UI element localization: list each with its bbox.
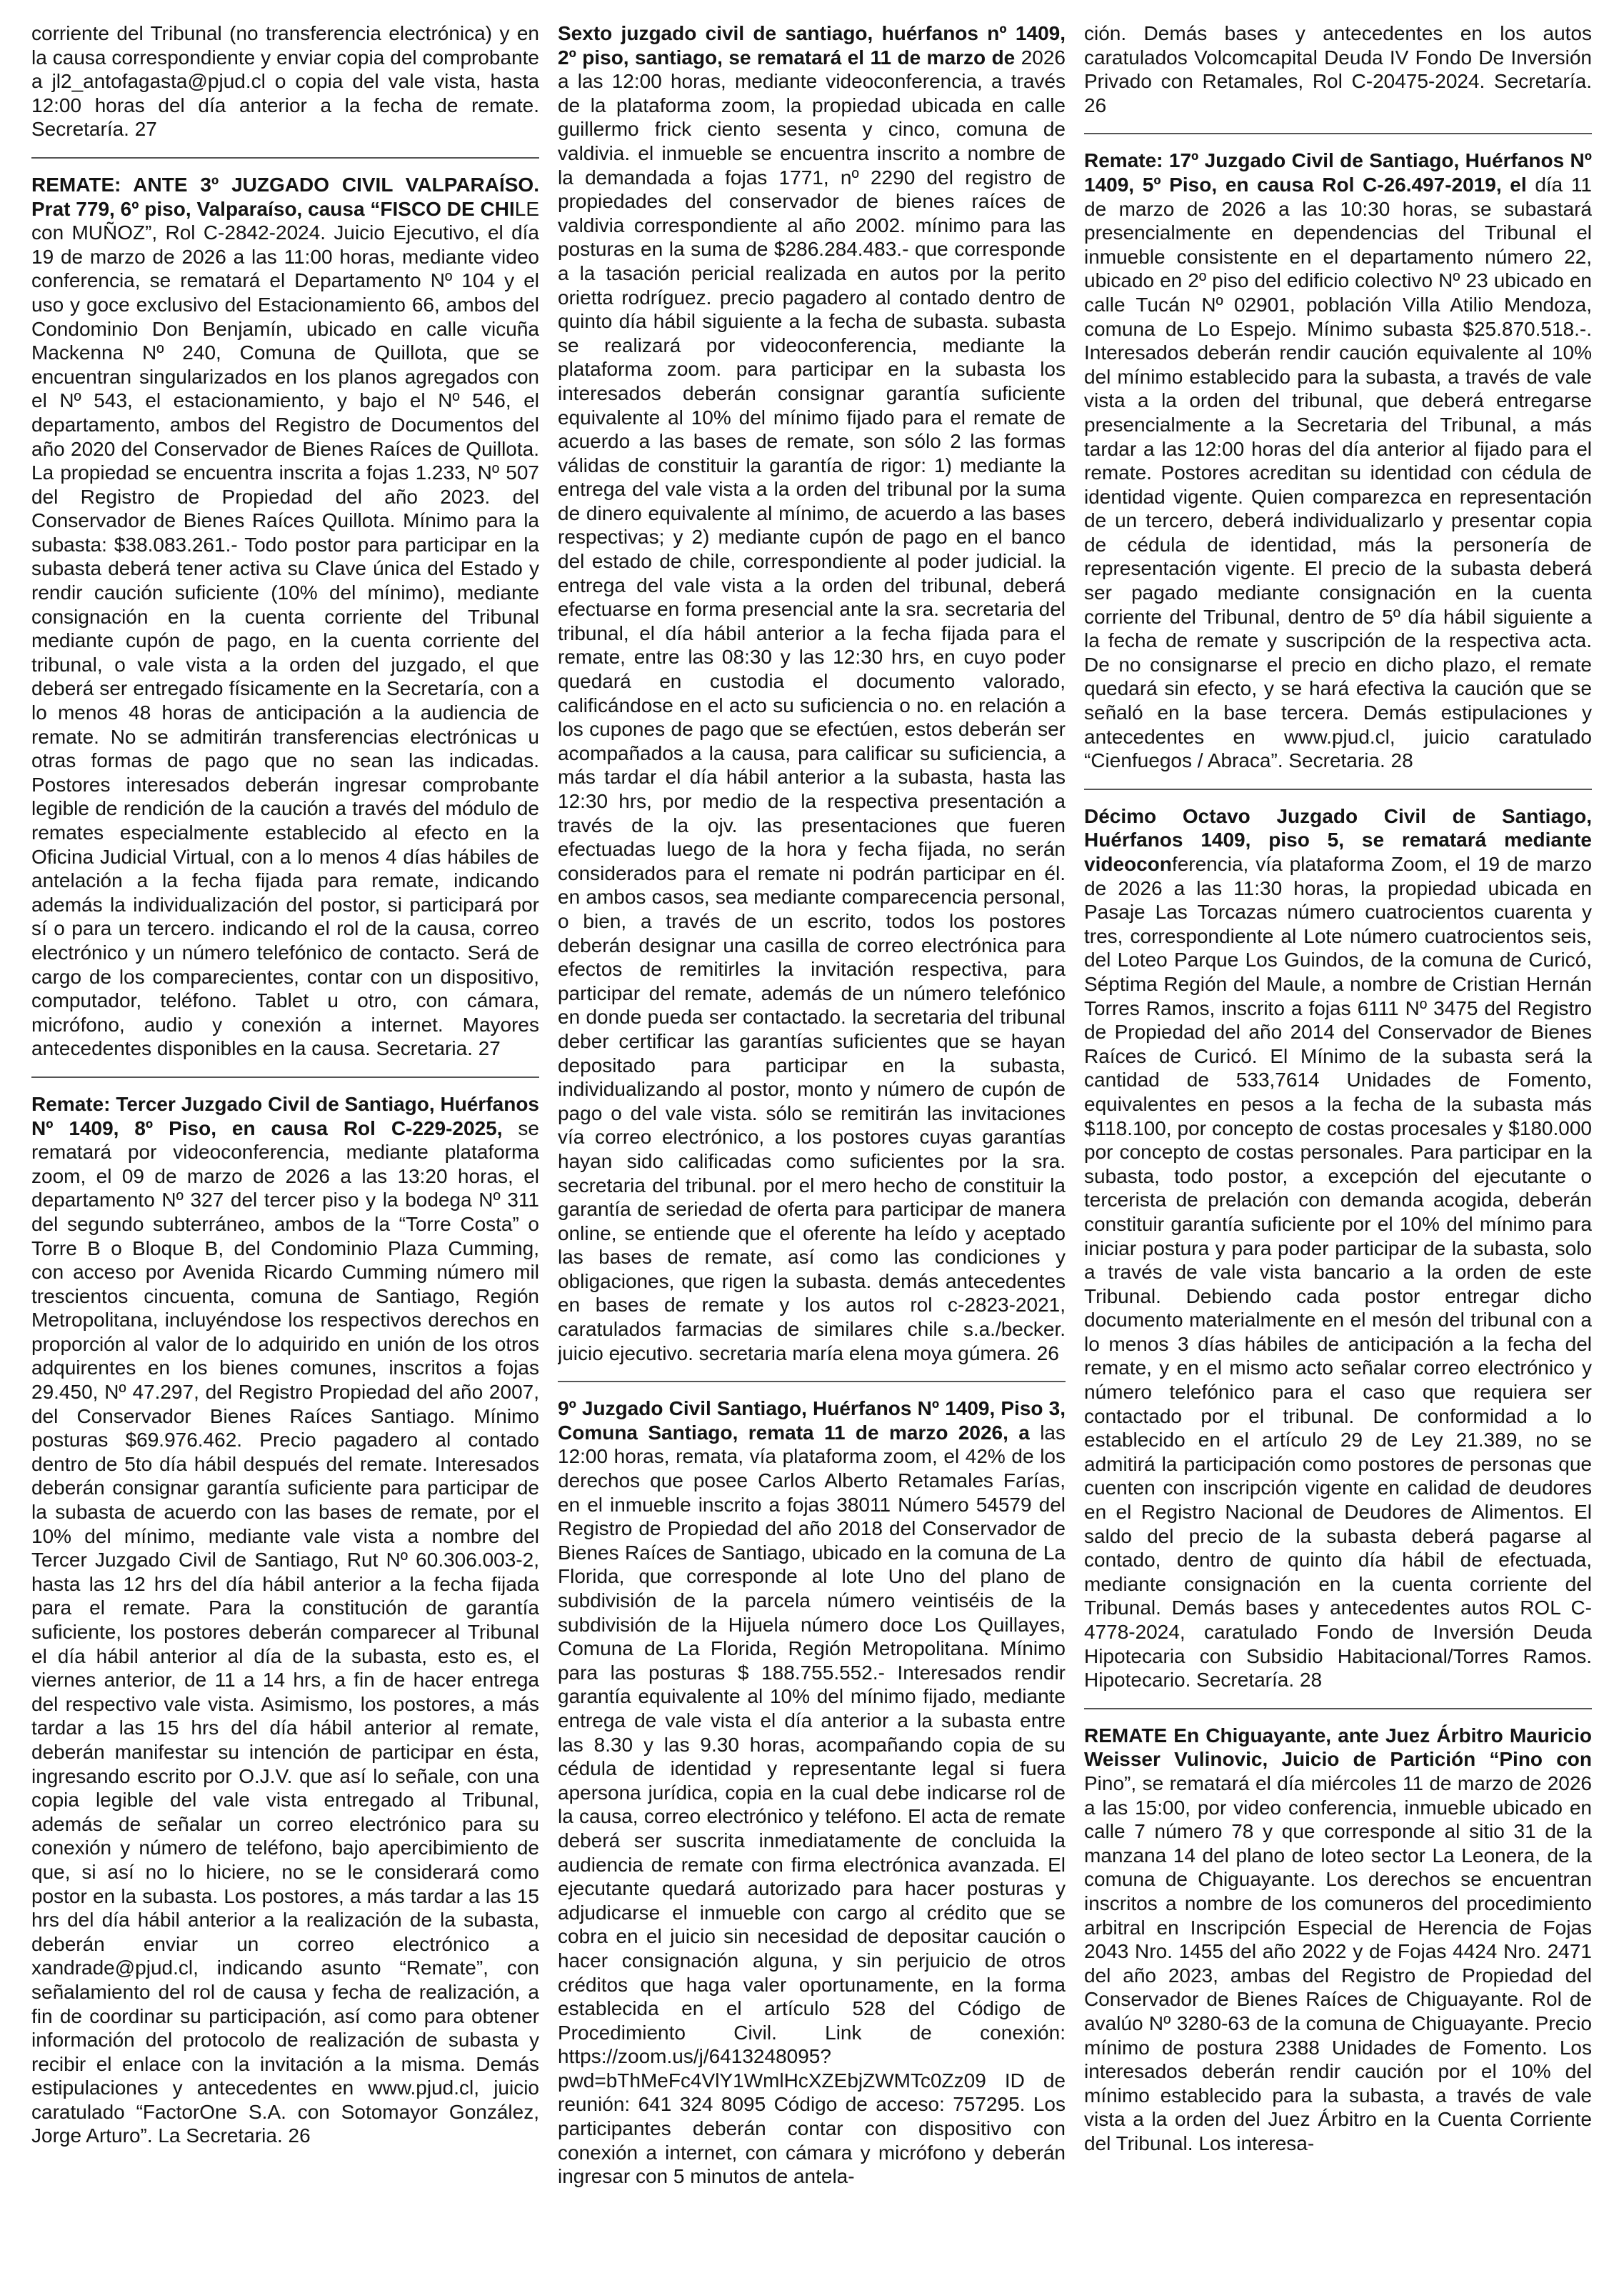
legal-notice (31, 21, 539, 141)
notice-heading: Remate: 17º Juzgado Civil de Santiago, Huérfanos Nº 1409, 5º Piso, en causa Rol C-26.497-2019, el (1084, 149, 1592, 196)
notice-divider (31, 1076, 539, 1078)
notice-body: las 12:00 horas, remata, vía plataforma zoom, el 42% de los derechos que posee Carlos Alberto Retamales Farías, en el inmueble inscrito a fojas 38011 Número 54579 del Registro de Propiedad del año 2018 del Conservador de Bienes Raíces de Santiago, ubicado en la comuna de La Florida, que corresponde al lote Uno del plano de subdivisión de la parcela número veintiséis de la subdivisión de la Hijuela número doce Los Quillayes, Comuna de La Florida, Región Metropolitana. Mínimo para las posturas $ 188.755.552.- Interesados rendir garantía equivalente al 10% del mínimo fijado, mediante entrega de vale vista el día anterior a la subasta entre las 8.30 y las 9.30 horas, acompañando copia de su cédula de identidad y representante legal si fuera apersona jurídica, copia en la cual debe indicarse rol de la causa, correo electrónico y teléfono. El acta de remate deberá ser suscrita inmediatamente de concluida la audiencia de remate con firma electrónica avanzada. El ejecutante quedará autorizado para hacer posturas y adjudicarse el inmueble con cargo al crédito que se cobra en el juicio sin necesidad de depositar caución o hacer consignación alguna, y sin perjuicio de otros créditos que haga valer oportunamente, en la forma establecida en el artículo 528 del Código de Procedimiento Civil. Link de conexión: https://zoom.us/j/6413248095?pwd=bThMeFc4VlY1WmlHcXZEbjZWMTc0Zz09 ID de reunión: 641 324 8095 Código de acceso: 757295. Los participantes deberán contar con dispositivo con conexión a internet, con cámara y micrófono y deberán ingresar con 5 minutos de antela- (558, 1421, 1066, 2188)
notice-divider (1084, 789, 1592, 790)
notice-divider (558, 1381, 1066, 1382)
notice-body: 2026 a las 12:00 horas, mediante videoconferencia, a través de la plataforma zoom, la propiedad ubicada en calle guillermo frick ciento sesenta y cinco, comuna de valdivia. el inmueble se encuentra inscrito a nombre de la demandada a fojas 1771, nº 2290 del registro de propiedades del conservador de bienes raíces de valdivia correspondiente al año 2002. mínimo para las posturas en la suma de $286.284.483.- que corresponde a la tasación pericial realizada en autos por la perito orietta rodríguez. precio pagadero al contado dentro de quinto día hábil siguiente a la fecha de subasta. subasta se realizará por videoconferencia, mediante la plataforma zoom. para participar en la subasta los interesados deberán consignar garantía suficiente equivalente al 10% del mínimo fijado para el remate de acuerdo a las bases de remate, son sólo 2 las formas válidas de constituir la garantía de rigor: 1) mediante la entrega del vale vista a la orden del tribunal por la suma de dinero equivalente al mínimo, de acuerdo a las bases respectivas; y 2) mediante cupón de pago en el banco del estado de chile, correspondiente al poder judicial. la entrega del vale vista a la orden del tribunal, deberá efectuarse en forma presencial ante la sra. secretaria del tribunal, el día hábil anterior a la fecha fijada para el remate, entre las 08:30 y las 12:30 hrs, en cuyo poder quedará en custodia el documento valorado, calificándose en el acto su suficiencia o no. en relación a los cupones de pago que se efectúen, estos deberán ser acompañados a la causa, para calificar su suficiencia, a más tardar el día hábil anterior a la subasta, hasta las 12:30 hrs, por medio de la respectiva presentación a través de la ojv. las presentaciones que fueren efectuadas luego de la hora y fecha fijada, no serán considerados para el remate ni podrán participar en él. en ambos casos, sea mediante comparecencia personal, o bien, a través de un escrito, todos los postores deberán designar una casilla de correo electrónica para efectos de remitirles la invitación respectiva, para participar del remate, además de un número telefónico en donde pueda ser contactado. la secretaria del tribunal deber certificar las garantías suficientes que se hayan depositado para participar en la subasta, individualizando al postor, monto y número de cupón de pago o del vale vista. sólo se remitirán las invitaciones vía correo electrónico, a los postores cuyas garantías hayan sido calificadas como suficientes por la sra. secretaria del tribunal. por el mero hecho de constituir la garantía de seriedad de oferta para participar de manera online, se entiende que el oferente ha leído y aceptado las bases de remate, así como las condiciones y obligaciones, que rigen la subasta. demás antecedentes en bases de remate y los autos rol c-2823-2021, caratulados farmacias de similares chile s.a./becker. juicio ejecutivo. secretaria maría elena moya gúmera. 26 (558, 46, 1066, 1364)
legal-notice (558, 1397, 1066, 2189)
notice-heading: REMATE En Chiguayante, ante Juez Árbitro Mauricio Weisser Vulinovic, Juicio de Partición “Pino con (1084, 1724, 1592, 1771)
column-2 (558, 21, 1066, 2278)
legal-notice (31, 173, 539, 1061)
notice-heading: REMATE: ANTE 3º JUZGADO CIVIL VALPARAÍSO. Prat 779, 6º piso, Valparaíso, causa “FISCO DE CHI (31, 173, 539, 220)
notice-body: día 11 de marzo de 2026 a las 10:30 horas, se subastará presencialmente en dependencias del Tribunal el inmueble consistente en el departamento número 22, ubicado en 2º piso del edificio colectivo Nº 23 ubicado en calle Tucán Nº 02901, población Villa Atilio Mendoza, comuna de Lo Espejo. Mínimo subasta $25.870.518.-. Interesados deberán rendir caución equivalente al 10% del mínimo establecido para la subasta, a través de vale vista a la orden del tribunal, que deberá entregarse presencialmente a la Secretaria del Tribunal, a más tardar a las 12:00 horas del día anterior al fijado para el remate. Postores acreditan su identidad con cédula de identidad vigente. Quien comparezca en representación de un tercero, deberá individualizarlo y presentar copia de cédula de identidad, más la personería de representación vigente. El precio de la subasta deberá ser pagado mediante consignación en la cuenta corriente del Tribunal, dentro de 5º día hábil siguiente a la fecha de remate y suscripción de la respectiva acta. De no consignarse el precio en dicho plazo, el remate quedará sin efecto, y se hará efectiva la caución que se señaló en la base tercera. Demás estipulaciones y antecedentes en www.pjud.cl, juicio caratulado “Cienfuegos / Abraca”. Secretaria. 28 (1084, 173, 1592, 772)
notice-divider (1084, 133, 1592, 134)
column-3 (1084, 21, 1592, 2278)
notice-heading: Sexto juzgado civil de santiago, huérfanos nº 1409, 2º piso, santiago, se rematará el 11 de marzo de (558, 22, 1066, 69)
column-1 (31, 21, 539, 2278)
notice-divider (1084, 1708, 1592, 1709)
notice-body: ción. Demás bases y antecedentes en los autos caratulados Volcomcapital Deuda IV Fondo De Inversión Privado con Retamales, Rol C-20475-2024. Secretaría. 26 (1084, 22, 1592, 116)
legal-notice (1084, 1724, 1592, 2156)
notice-body: Pino”, se rematará el día miércoles 11 de marzo de 2026 a las 15:00, por video conferencia, inmueble ubicado en calle 7 número 78 y que corresponde al sitio 31 de la manzana 14 del plano de loteo sector La Leonera, de la comuna de Chiguayante. Los derechos se encuentran inscritos a nombre de los comuneros del procedimiento arbitral en Inscripción Especial de Herencia de Fojas 2043 Nro. 1455 del año 2022 y de Fojas 4424 Nro. 2471 del año 2023, ambas del Registro de Propiedad del Conservador de Bienes Raíces de Chiguayante. Rol de avalúo Nº 3280-63 de la comuna de Chiguayante. Precio mínimo de postura 2388 Unidades de Fomento. Los interesados deberán rendir caución por el 10% del mínimo establecido para la subasta, a través de vale vista a la orden del Juez Árbitro en la Cuenta Corriente del Tribunal. Los interesa- (1084, 1772, 1592, 2154)
legal-notice (1084, 21, 1592, 117)
notice-body: corriente del Tribunal (no transferencia electrónica) y en la causa correspondiente y enviar copia del comprobante a jl2_antofagasta@pjud.cl o copia del vale vista, hasta 12:00 horas del día anterior a la fecha de remate. Secretaría. 27 (31, 22, 539, 141)
legal-notice (31, 1092, 539, 2148)
notice-heading: Remate: Tercer Juzgado Civil de Santiago, Huérfanos Nº 1409, 8º Piso, en causa Rol C-229-2025, (31, 1092, 539, 1139)
notice-heading: Décimo Octavo Juzgado Civil de Santiago, Huérfanos 1409, piso 5, se rematará mediante videocon (1084, 804, 1592, 875)
notice-divider (31, 157, 539, 159)
legal-notice (1084, 149, 1592, 772)
legal-notice (558, 21, 1066, 1365)
notice-heading: 9º Juzgado Civil Santiago, Huérfanos Nº 1409, Piso 3, Comuna Santiago, remata 11 de marzo 2026, a (558, 1397, 1066, 1444)
notice-body: se rematará por videoconferencia, mediante plataforma zoom, el 09 de marzo de 2026 a las 13:20 horas, el departamento Nº 327 del tercer piso y la bodega Nº 311 del segundo subterráneo, ambos de la “Torre Costa” o Torre B o Bloque B, del Condominio Plaza Cumming, con acceso por Avenida Ricardo Cumming número mil trescientos cincuenta, comuna de Santiago, Región Metropolitana, incluyéndose los respectivos derechos en proporción al valor de lo adquirido en unión de los otros adquirentes en los bienes comunes, inscritos a fojas 29.450, Nº 47.297, del Registro Propiedad del año 2007, del Conservador Bienes Raíces Santiago. Mínimo posturas $69.976.462. Precio pagadero al contado dentro de 5to día hábil después del remate. Interesados deberán consignar garantía suficiente para participar de la subasta de acuerdo con las bases de remate, por el 10% del mínimo, mediante vale vista a nombre del Tercer Juzgado Civil de Santiago, Rut Nº 60.306.003-2, hasta las 12 hrs del día hábil anterior a la fecha fijada para el remate. Para la constitución de garantía suficiente, los postores deberán comparecer al Tribunal el día hábil anterior al día de la subasta, esto es, el viernes anterior, de 11 a 14 hrs, a fin de hacer entrega del respectivo vale vista. Asimismo, los postores, a más tardar a las 15 hrs del día hábil anterior al remate, deberán manifestar su intención de participar en ésta, ingresando escrito por O.J.V. que así lo señale, con una copia legible del vale vista entregado al Tribunal, además de señalar un correo electrónico para su conexión y número de teléfono, bajo apercibimiento de que, si así no lo hiciere, no se le considerará como postor en la subasta. Los postores, a más tardar a las 15 hrs del día hábil anterior a la realización de la subasta, deberán enviar un correo electrónico a xandrade@pjud.cl, indicando asunto “Remate”, con señalamiento del rol de causa y fecha de realización, a fin de coordinar su participación, así como para obtener información del protocolo de realización de subasta y recibir el enlace con la invitación a la misma. Demás estipulaciones y antecedentes en www.pjud.cl, juicio caratulado “FactorOne S.A. con Sotomayor González, Jorge Arturo”. La Secretaria. 26 (31, 1116, 539, 2147)
legal-notice (1084, 804, 1592, 1692)
notice-body: LE con MUÑOZ”, Rol C-2842-2024. Juicio Ejecutivo, el día 19 de marzo de 2026 a las 11:00 horas, mediante video conferencia, se rematará el Departamento Nº 104 y el uso y goce exclusivo del Estacionamiento 66, ambos del Condominio Don Benjamín, ubicado en calle vicuña Mackenna Nº 240, Comuna de Quillota, que se encuentran singularizados en los planos agregados con el Nº 543, el estacionamiento, y bajo el Nº 546, el departamento, ambos del Registro de Documentos del año 2020 del Conservador de Bienes Raíces de Quillota. La propiedad se encuentra inscrita a fojas 1.233, Nº 507 del Registro de Propiedad del año 2023. del Conservador de Bienes Raíces Quillota. Mínimo para la subasta: $38.083.261.- Todo postor para participar en la subasta deberá tener activa su Clave única del Estado y rendir caución suficiente (10% del mínimo), mediante consignación en la cuenta corriente del Tribunal mediante cupón de pago, en la cuenta corriente del tribunal, o vale vista a la orden del juzgado, el que deberá ser entregado físicamente en la Secretaría, con a lo menos 48 horas de anticipación a la audiencia de remate. No se admitirán transferencias electrónicas u otras formas de pago que no sean las indicadas. Postores interesados deberán ingresar comprobante legible de rendición de la caución a través del módulo de remates especialmente establecido al efecto en la Oficina Judicial Virtual, con a lo menos 4 días hábiles de antelación a la fecha fijada para remate, indicando además la individualización del postor, si participará por sí o para un tercero. indicando el rol de la causa, correo electrónico y un número telefónico de contacto. Será de cargo de los comparecientes, contar con un dispositivo, computador, teléfono. Tablet u otro, con cámara, micrófono, audio y conexión a internet. Mayores antecedentes disponibles en la causa. Secretaria. 27 (31, 197, 539, 1060)
notice-body: ferencia, vía plataforma Zoom, el 19 de marzo de 2026 a las 11:30 horas, la propiedad ubicada en Pasaje Las Torcazas número cuatrocientos cuarenta y tres, correspondiente al Lote número cuatrocientos seis, del Loteo Parque Los Guindos, de la comuna de Curicó, Séptima Región del Maule, a nombre de Cristian Hernán Torres Ramos, inscrito a fojas 6111 Nº 3475 del Registro de Propiedad del año 2014 del Conservador de Bienes Raíces de Curicó. El Mínimo de la subasta será la cantidad de 533,7614 Unidades de Fomento, equivalentes en pesos a la fecha de la subasta más $118.100, por concepto de costas procesales y $180.000 por concepto de costas personales. Para participar en la subasta, todo postor, a excepción del ejecutante o tercerista de prelación con demanda acogida, deberán constituir garantía suficiente por el 10% del mínimo para iniciar postura y para poder participar de la subasta, solo a través de vale vista bancario a la orden de este Tribunal. Debiendo cada postor entregar dicho documento materialmente en el mesón del tribunal con a lo menos 3 días hábiles de anticipación a la fecha del remate, y en el mismo acto señalar correo electrónico y número telefónico para el caso que requiera ser contactado por el tribunal. De conformidad a lo establecido en el artículo 29 de Ley 21.389, no se admitirá la participación como postores de personas que cuenten con inscripción vigente en calidad de deudores en el Registro Nacional de Deudores de Alimentos. El saldo del precio de la subasta deberá pagarse al contado, dentro de quinto día hábil de efectuada, mediante consignación en la cuenta corriente del Tribunal. Demás bases y antecedentes autos ROL C-4778-2024, caratulado Fondo de Inversión Deuda Hipotecaria con Subsidio Habitacional/Torres Ramos. Hipotecario. Secretaría. 28 (1084, 853, 1592, 1692)
